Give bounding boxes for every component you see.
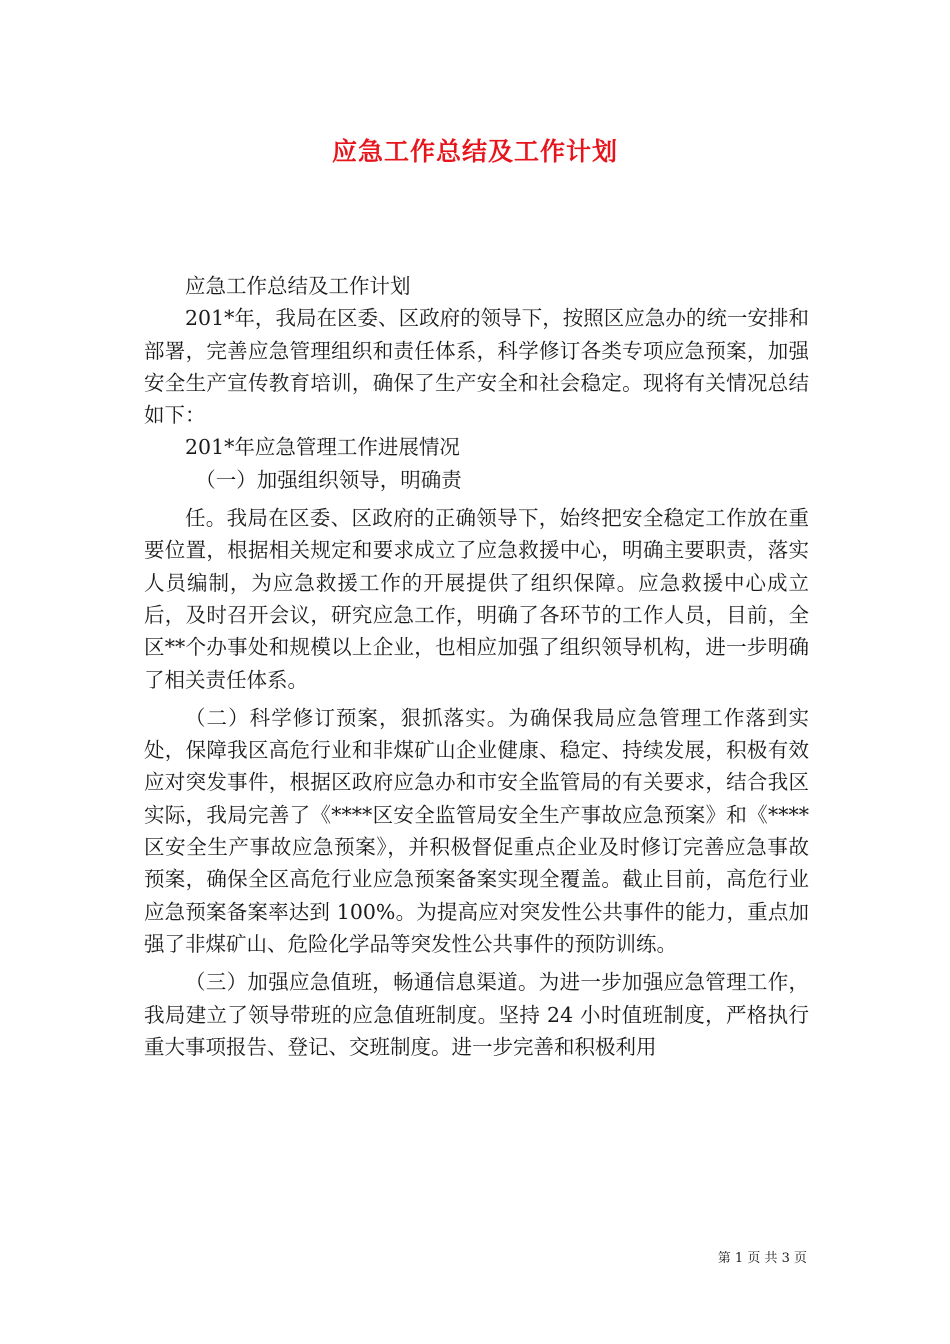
paragraph-organization: 任。我局在区委、区政府的正确领导下，始终把安全稳定工作放在重要位置，根据相关规定和要求成立了应急救援中心，明确主要职责，落实人员编制，为应急救援工作的开展提供了组织保障。应急救援中心成立后，及时召开会议，研究应急工作，明确了各环节的工作人员，目前，全区**个办事处和规模以上企业，也相应加强了组织领导机构，进一步明确了相关责任体系。 [144, 506, 809, 692]
paragraph-duty: （三）加强应急值班，畅通信息渠道。为进一步加强应急管理工作，我局建立了领导带班的应急值班制度。坚持 24 小时值班制度，严格执行重大事项报告、登记、交班制度。进一步完善和积极利用 [144, 970, 809, 1059]
page-number: 第 1 页 共 3 页 [717, 1251, 807, 1266]
paragraph-intro: 201*年，我局在区委、区政府的领导下，按照区应急办的统一安排和部署，完善应急管理组织和责任体系，科学修订各类专项应急预案，加强安全生产宣传教育培训，确保了生产安全和社会稳定。现将有关情况总结如下： [144, 306, 809, 428]
document-body [144, 270, 809, 1063]
paragraph-plans: （二）科学修订预案，狠抓落实。为确保我局应急管理工作落到实处，保障我区高危行业和非煤矿山企业健康、稳定、持续发展，积极有效应对突发事件，根据区政府应急办和市安全监管局的有关要求，结合我区实际，我局完善了《****区安全监管局安全生产事故应急预案》和《****区安全生产事故应急预案》，并积极督促重点企业及时修订完善应急事故预案，确保全区高危行业应急预案备案实现全覆盖。截止目前，高危行业应急预案备案率达到 100%。为提高应对突发性公共事件的能力，重点加强了非煤矿山、危险化学品等突发性公共事件的预防训练。 [144, 705, 809, 956]
document-title: 应急工作总结及工作计划 [331, 137, 618, 166]
paragraph-subheading-1: （一）加强组织领导，明确责 [195, 467, 462, 492]
paragraph-heading: 应急工作总结及工作计划 [185, 274, 411, 298]
paragraph-section-title: 201*年应急管理工作进展情况 [185, 435, 460, 460]
